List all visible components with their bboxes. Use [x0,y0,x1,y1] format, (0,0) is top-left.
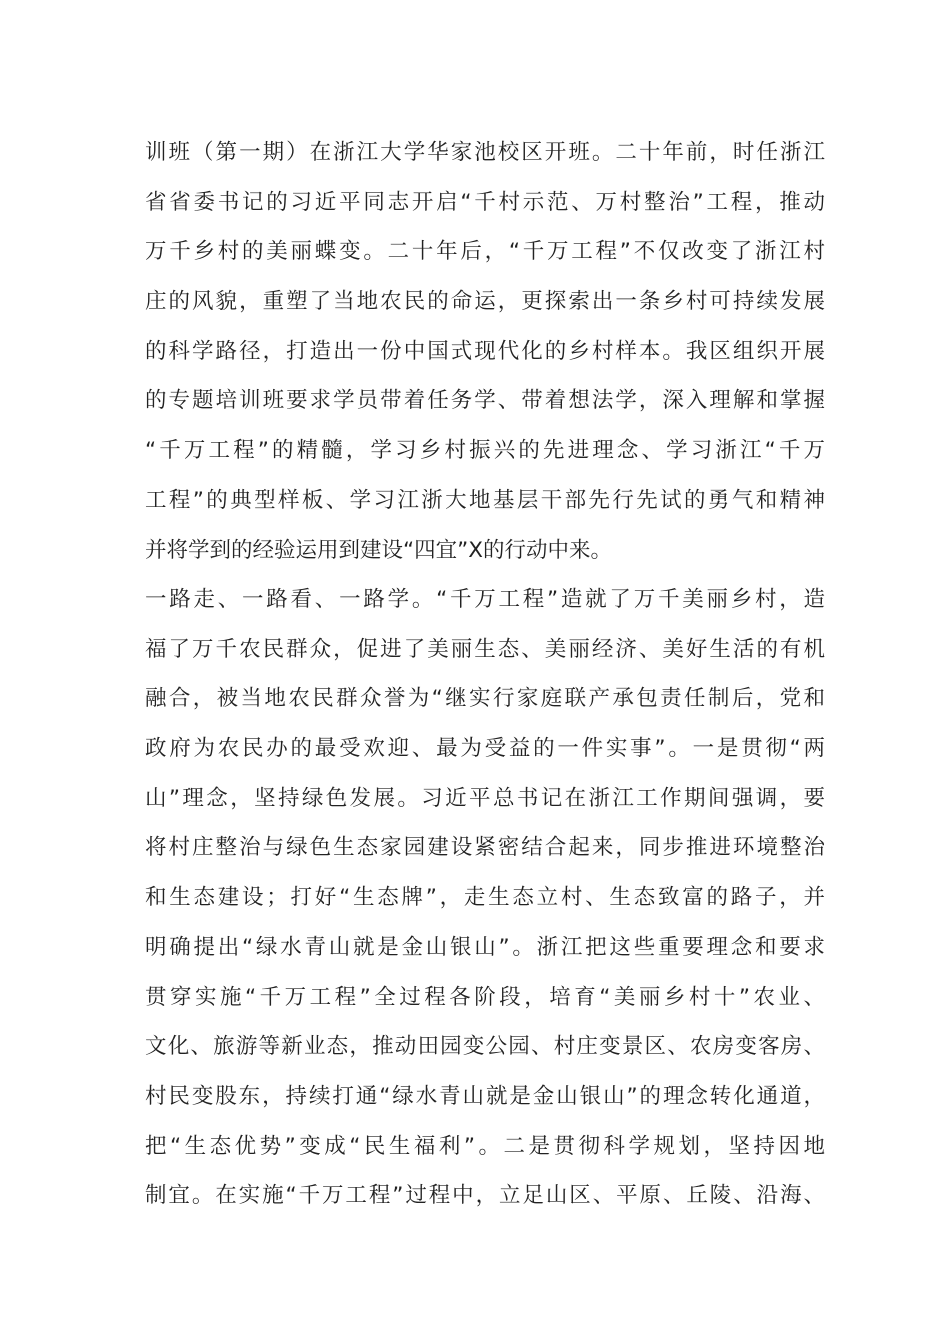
text-line: 村民变股东，持续打通“绿水青山就是金山银山”的理念转化通道， [145,1083,825,1109]
text-line: 把“生态优势”变成“民生福利”。二是贯彻科学规划，坚持因地 [145,1133,825,1159]
text-line: 明确提出“绿水青山就是金山银山”。浙江把这些重要理念和要求 [145,934,825,960]
text-line: 将村庄整治与绿色生态家园建设紧密结合起来，同步推进环境整治 [145,835,825,861]
text-line: 文化、旅游等新业态，推动田园变公园、村庄变景区、农房变客房、 [145,1034,825,1060]
text-line: 的专题培训班要求学员带着任务学、带着想法学，深入理解和掌握 [145,388,825,414]
text-line: “千万工程”的精髓，学习乡村振兴的先进理念、学习浙江“千万 [145,438,825,464]
text-line: 省省委书记的习近平同志开启“千村示范、万村整治”工程，推动 [145,189,825,215]
paragraph-1 [145,128,825,575]
text-line: 福了万千农民群众，促进了美丽生态、美丽经济、美好生活的有机 [145,636,825,662]
text-line: 训班（第一期）在浙江大学华家池校区开班。二十年前，时任浙江 [145,140,825,165]
text-line: 政府为农民办的最受欢迎、最为受益的一件实事”。一是贯彻“两 [145,736,825,762]
text-line: 庄的风貌，重塑了当地农民的命运，更探索出一条乡村可持续发展 [145,289,825,315]
text-line: 和生态建设；打好“生态牌”，走生态立村、生态致富的路子，并 [145,885,825,911]
text-line: 工程”的典型样板、学习江浙大地基层干部先行先试的勇气和精神 [145,487,825,513]
text-line: 万千乡村的美丽蝶变。二十年后，“千万工程”不仅改变了浙江村 [145,239,825,265]
text-line: 并将学到的经验运用到建设“四宜”X的行动中来。 [145,537,613,563]
text-line: 制宜。在实施“千万工程”过程中，立足山区、平原、丘陵、沿海、 [145,1183,825,1209]
text-line: 一路走、一路看、一路学。“千万工程”造就了万千美丽乡村，造 [145,587,825,612]
text-line: 山”理念，坚持绿色发展。习近平总书记在浙江工作期间强调，要 [145,785,825,811]
text-line: 融合，被当地农民群众誉为“继实行家庭联产承包责任制后，党和 [145,686,825,712]
text-line: 的科学路径，打造出一份中国式现代化的乡村样本。我区组织开展 [145,338,825,364]
paragraph-2 [145,575,825,1221]
text-line: 贯穿实施“千万工程”全过程各阶段，培育“美丽乡村十”农业、 [145,984,825,1010]
